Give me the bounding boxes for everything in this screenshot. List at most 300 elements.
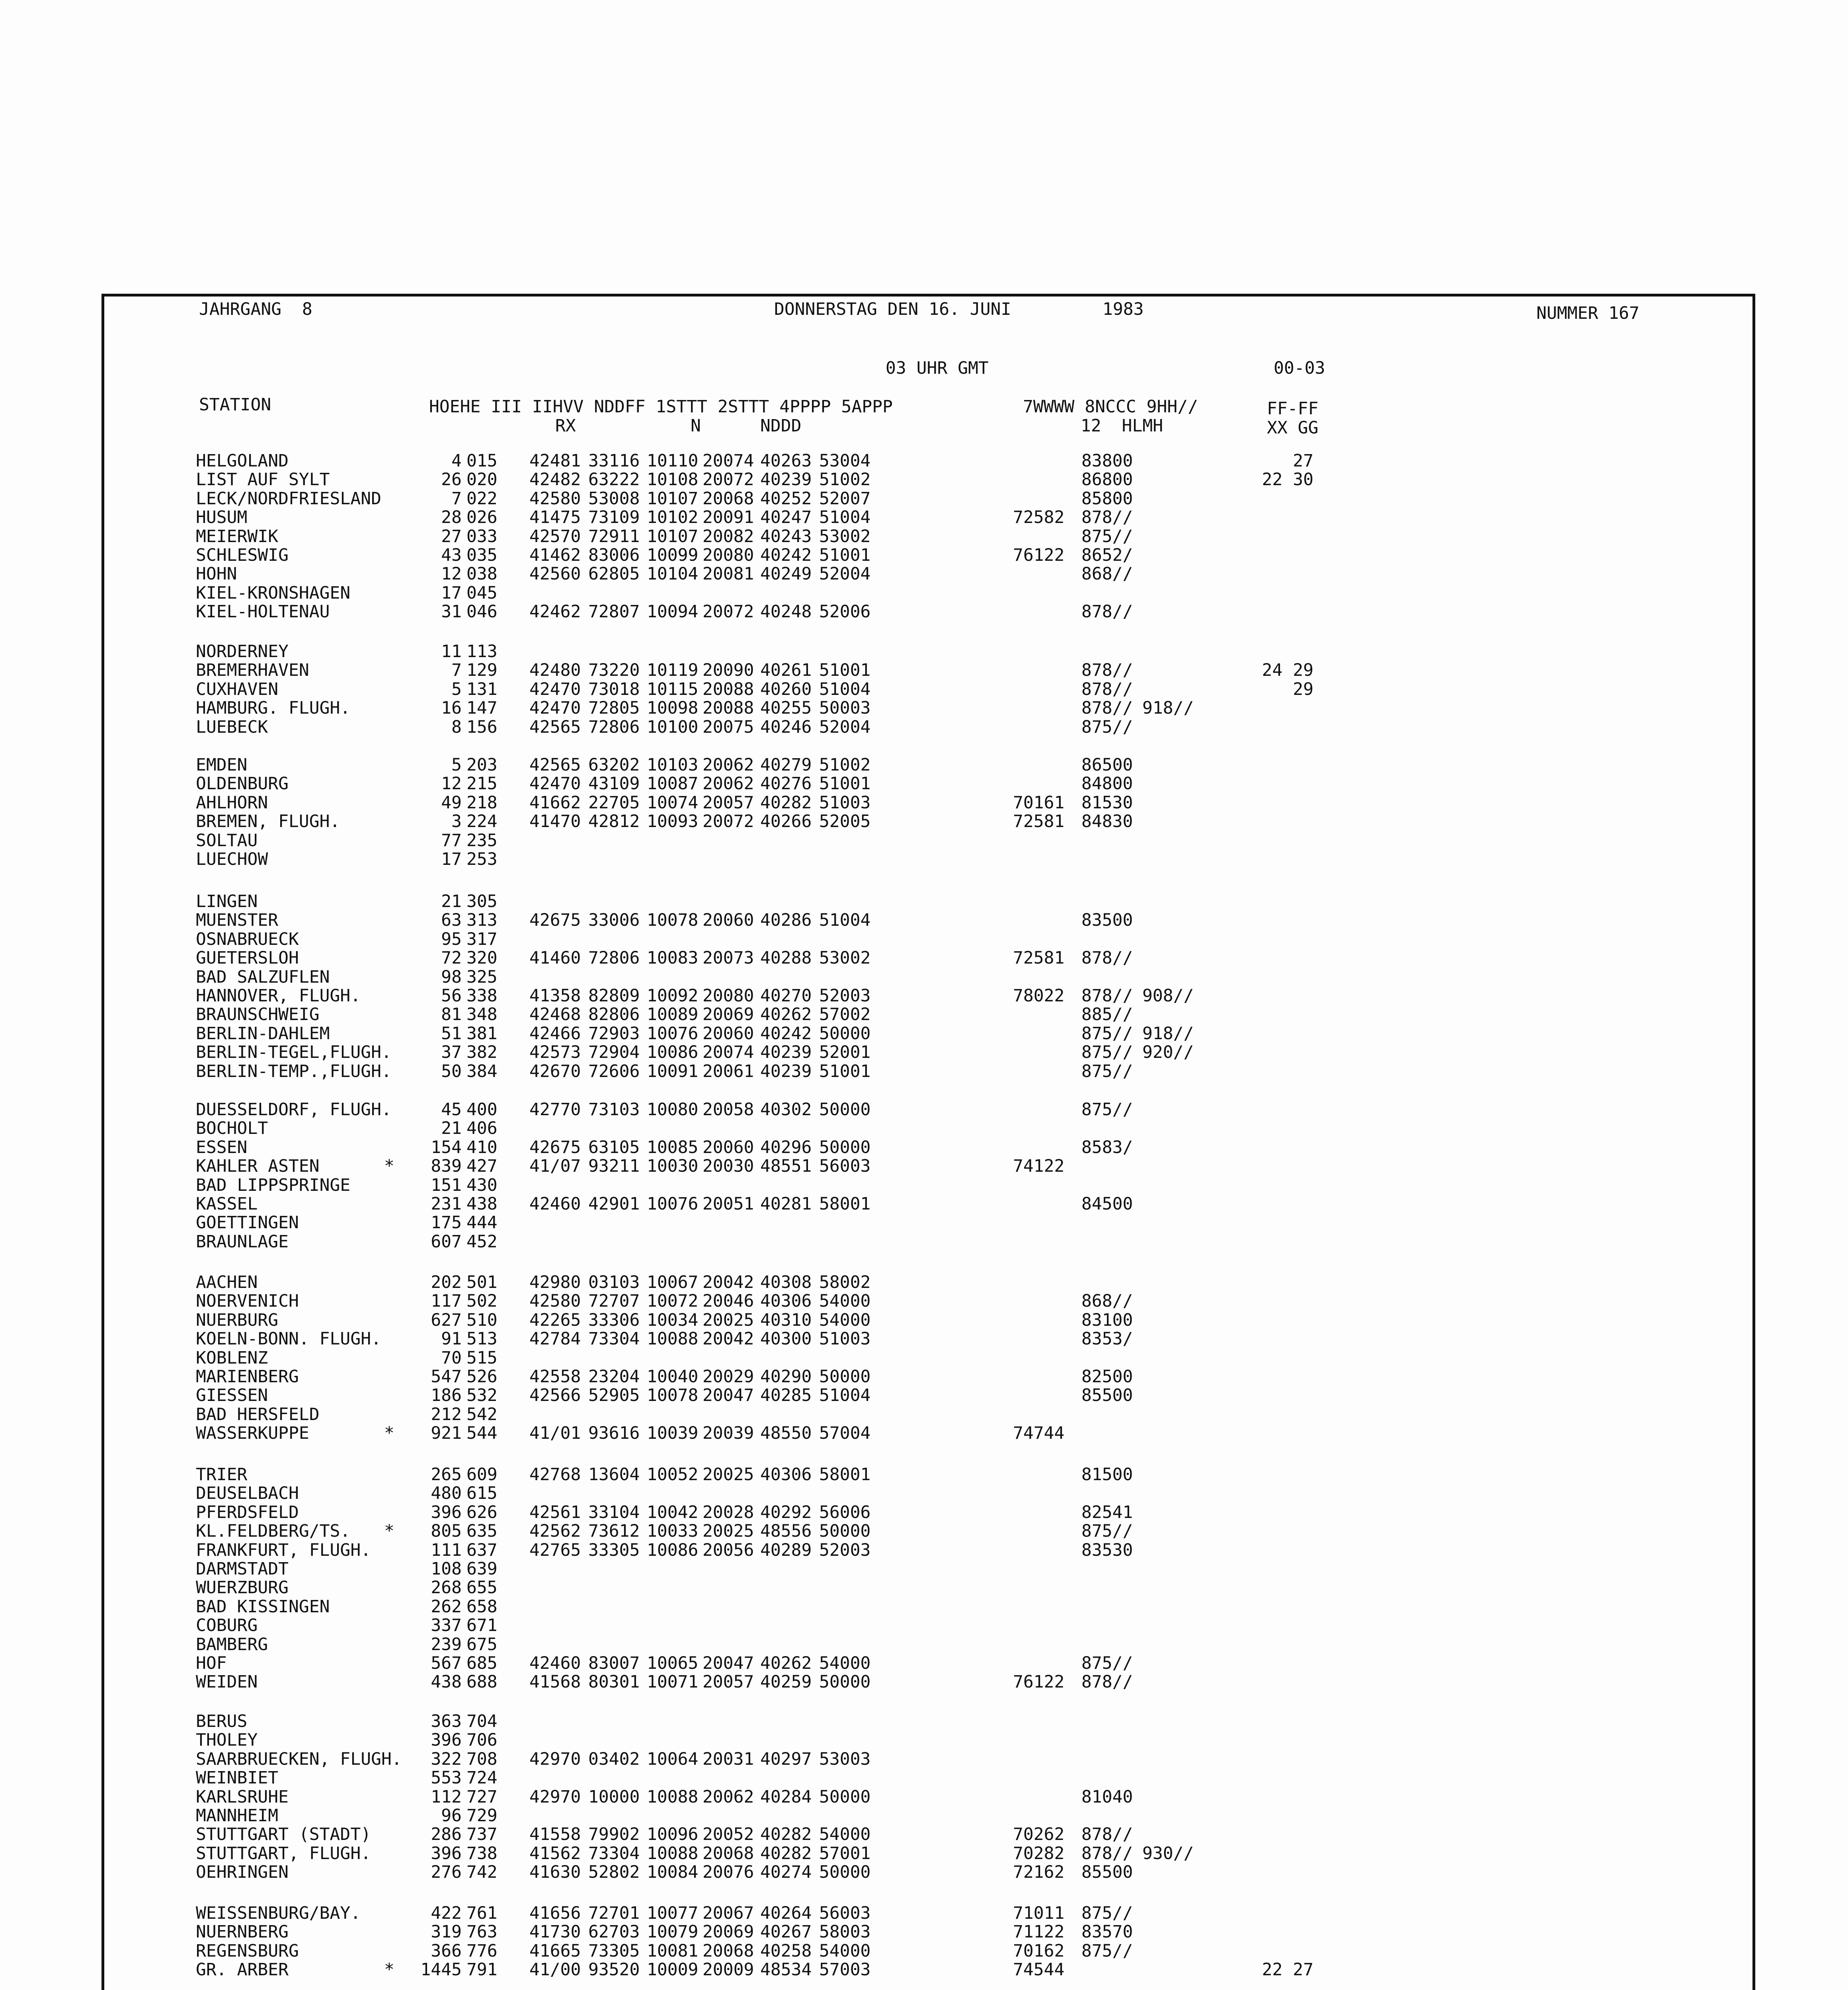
mountain-marker: * bbox=[384, 1156, 394, 1176]
code-group: 42812 bbox=[588, 812, 640, 832]
cloud-group: 878// bbox=[1081, 507, 1133, 528]
code-group: 57002 bbox=[819, 1005, 871, 1025]
station-index: 609 bbox=[466, 1465, 498, 1485]
station-height: 5 bbox=[451, 755, 462, 775]
weather-group: 74744 bbox=[1013, 1423, 1065, 1444]
code-group: 54000 bbox=[819, 1653, 871, 1673]
cloud-group: 875// bbox=[1081, 1100, 1133, 1120]
code-group: 82806 bbox=[588, 1005, 640, 1025]
code-group: 43109 bbox=[588, 774, 640, 794]
code-group: 03402 bbox=[588, 1749, 640, 1769]
station-height: 17 bbox=[441, 583, 462, 603]
code-group: 42480 bbox=[529, 660, 581, 681]
code-group: 40242 bbox=[760, 1023, 812, 1044]
code-group: 41460 bbox=[529, 948, 581, 968]
station-index: 776 bbox=[466, 1941, 498, 1961]
station-height: 95 bbox=[441, 929, 462, 949]
code-group: 10067 bbox=[647, 1272, 699, 1292]
code-group: 52004 bbox=[819, 717, 871, 737]
code-group: 40300 bbox=[760, 1329, 812, 1349]
station-name: STUTTGART, FLUGH. bbox=[196, 1843, 371, 1863]
code-group: 40302 bbox=[760, 1100, 812, 1120]
station-height: 363 bbox=[431, 1711, 462, 1731]
station-index: 671 bbox=[466, 1615, 498, 1636]
code-group: 42570 bbox=[529, 526, 581, 546]
weather-group: 74544 bbox=[1013, 1960, 1065, 1980]
station-height: 422 bbox=[431, 1903, 462, 1923]
cloud-group: 82500 bbox=[1081, 1367, 1133, 1387]
code-group: 42561 bbox=[529, 1502, 581, 1522]
table-row bbox=[0, 1367, 1848, 1386]
table-row bbox=[0, 1787, 1848, 1806]
cloud-group: 878// bbox=[1081, 679, 1133, 699]
station-height: 276 bbox=[431, 1862, 462, 1883]
column-header-codes: HOEHE III IIHVV NDDFF 1STTT 2STTT 4PPPP 5APPP bbox=[429, 397, 893, 417]
code-group: 52802 bbox=[588, 1862, 640, 1883]
code-group: 56003 bbox=[819, 1156, 871, 1176]
code-group: 40239 bbox=[760, 1042, 812, 1063]
cloud-group: 878// bbox=[1081, 948, 1133, 968]
cloud-group: 885// bbox=[1081, 1005, 1133, 1025]
table-row bbox=[0, 1768, 1848, 1787]
code-group: 72806 bbox=[588, 717, 640, 737]
weather-group: 72162 bbox=[1013, 1862, 1065, 1883]
station-height: 607 bbox=[431, 1231, 462, 1252]
code-group: 41/00 bbox=[529, 1960, 581, 1980]
table-row bbox=[0, 1578, 1848, 1597]
station-name: NORDERNEY bbox=[196, 642, 289, 661]
station-index: 685 bbox=[466, 1653, 498, 1673]
station-index: 724 bbox=[466, 1768, 498, 1788]
station-height: 27 bbox=[441, 526, 462, 546]
cloud-group: 875// bbox=[1081, 1903, 1133, 1923]
code-group: 40255 bbox=[760, 698, 812, 718]
table-row bbox=[0, 698, 1848, 717]
station-index: 688 bbox=[466, 1672, 498, 1692]
code-group: 10040 bbox=[647, 1367, 699, 1387]
code-group: 10077 bbox=[647, 1903, 699, 1923]
code-group: 10107 bbox=[647, 488, 699, 509]
column-subheader-xxgg: XX GG bbox=[1267, 418, 1319, 438]
table-row bbox=[0, 1540, 1848, 1559]
code-group: 40239 bbox=[760, 470, 812, 490]
mountain-marker: * bbox=[384, 1423, 394, 1444]
extra-group: 908// bbox=[1142, 986, 1194, 1006]
station-index: 791 bbox=[466, 1960, 498, 1980]
code-group: 42980 bbox=[529, 1272, 581, 1292]
station-name: STUTTGART (STADT) bbox=[196, 1824, 371, 1845]
code-group: 93211 bbox=[588, 1156, 640, 1176]
code-group: 10033 bbox=[647, 1521, 699, 1541]
code-group: 54000 bbox=[819, 1291, 871, 1311]
code-group: 20069 bbox=[703, 1922, 754, 1942]
code-group: 42784 bbox=[529, 1329, 581, 1349]
code-group: 83006 bbox=[588, 545, 640, 565]
weather-group: 71122 bbox=[1013, 1922, 1065, 1942]
code-group: 10108 bbox=[647, 470, 699, 490]
code-group: 73103 bbox=[588, 1100, 640, 1120]
code-group: 20039 bbox=[703, 1423, 754, 1444]
table-row bbox=[0, 1597, 1848, 1616]
code-group: 52006 bbox=[819, 602, 871, 622]
table-row bbox=[0, 1903, 1848, 1922]
station-height: 16 bbox=[441, 698, 462, 718]
code-group: 20056 bbox=[703, 1540, 754, 1560]
station-name: GOETTINGEN bbox=[196, 1213, 299, 1233]
station-name: LINGEN bbox=[196, 892, 258, 911]
code-group: 41470 bbox=[529, 812, 581, 832]
station-height: 12 bbox=[441, 774, 462, 794]
station-height: 8 bbox=[451, 717, 462, 737]
station-index: 020 bbox=[466, 470, 498, 490]
station-name: MEIERWIK bbox=[196, 526, 279, 546]
station-index: 532 bbox=[466, 1385, 498, 1406]
code-group: 72805 bbox=[588, 698, 640, 718]
table-row bbox=[0, 793, 1848, 812]
station-height: 547 bbox=[431, 1367, 462, 1387]
table-row bbox=[0, 1194, 1848, 1213]
table-row bbox=[0, 1272, 1848, 1292]
weather-group: 70161 bbox=[1013, 792, 1065, 813]
station-name: COBURG bbox=[196, 1615, 258, 1636]
code-group: 51003 bbox=[819, 1329, 871, 1349]
station-name: BOCHOLT bbox=[196, 1118, 268, 1139]
station-name: HANNOVER, FLUGH. bbox=[196, 986, 361, 1006]
cloud-group: 875// bbox=[1081, 1941, 1133, 1961]
station-name: WEISSENBURG/BAY. bbox=[196, 1903, 361, 1923]
code-group: 40282 bbox=[760, 1824, 812, 1845]
code-group: 20072 bbox=[703, 470, 754, 490]
code-group: 52001 bbox=[819, 1042, 871, 1063]
table-row bbox=[0, 660, 1848, 679]
code-group: 42901 bbox=[588, 1194, 640, 1214]
code-group: 57004 bbox=[819, 1423, 871, 1444]
code-group: 40296 bbox=[760, 1137, 812, 1157]
table-row bbox=[0, 1711, 1848, 1731]
code-group: 42560 bbox=[529, 564, 581, 584]
station-index: 320 bbox=[466, 948, 498, 968]
code-group: 10081 bbox=[647, 1941, 699, 1961]
code-group: 10064 bbox=[647, 1749, 699, 1769]
code-group: 42765 bbox=[529, 1540, 581, 1560]
code-group: 13604 bbox=[588, 1465, 640, 1485]
column-subheader-rx: RX bbox=[555, 416, 576, 436]
table-row bbox=[0, 948, 1848, 967]
code-group: 42482 bbox=[529, 470, 581, 490]
code-group: 20074 bbox=[703, 1042, 754, 1063]
cloud-group: 8353/ bbox=[1081, 1329, 1133, 1349]
station-index: 253 bbox=[466, 849, 498, 869]
table-row bbox=[0, 1844, 1848, 1863]
station-index: 675 bbox=[466, 1634, 498, 1654]
code-group: 10088 bbox=[647, 1843, 699, 1863]
station-index: 727 bbox=[466, 1787, 498, 1807]
code-group: 48556 bbox=[760, 1521, 812, 1541]
station-name: BERUS bbox=[196, 1711, 248, 1731]
station-height: 17 bbox=[441, 849, 462, 869]
extra-group: 918// bbox=[1142, 698, 1194, 718]
code-group: 58001 bbox=[819, 1194, 871, 1214]
station-index: 706 bbox=[466, 1730, 498, 1750]
code-group: 51001 bbox=[819, 660, 871, 681]
weather-group: 76122 bbox=[1013, 1672, 1065, 1692]
weather-group: 72582 bbox=[1013, 507, 1065, 528]
extra-group: 920// bbox=[1142, 1042, 1194, 1063]
table-row bbox=[0, 1118, 1848, 1137]
station-name: NUERNBERG bbox=[196, 1922, 289, 1942]
code-group: 10076 bbox=[647, 1194, 699, 1214]
station-name: KIEL-HOLTENAU bbox=[196, 602, 330, 622]
code-group: 72904 bbox=[588, 1042, 640, 1063]
code-group: 51001 bbox=[819, 545, 871, 565]
code-group: 40261 bbox=[760, 660, 812, 681]
code-group: 40276 bbox=[760, 774, 812, 794]
code-group: 10093 bbox=[647, 812, 699, 832]
code-group: 93520 bbox=[588, 1960, 640, 1980]
code-group: 20062 bbox=[703, 1787, 754, 1807]
cloud-group: 83570 bbox=[1081, 1922, 1133, 1942]
code-group: 51002 bbox=[819, 755, 871, 775]
code-group: 41665 bbox=[529, 1941, 581, 1961]
table-row bbox=[0, 1175, 1848, 1194]
code-group: 20073 bbox=[703, 948, 754, 968]
code-group: 20052 bbox=[703, 1824, 754, 1845]
table-row bbox=[0, 1232, 1848, 1251]
code-group: 42481 bbox=[529, 451, 581, 471]
station-name: BAD SALZUFLEN bbox=[196, 967, 330, 987]
code-group: 72806 bbox=[588, 948, 640, 968]
code-group: 10086 bbox=[647, 1540, 699, 1560]
cloud-group: 81530 bbox=[1081, 792, 1133, 813]
station-index: 763 bbox=[466, 1922, 498, 1942]
code-group: 42460 bbox=[529, 1653, 581, 1673]
code-group: 20068 bbox=[703, 1941, 754, 1961]
issue-number: NUMMER 167 bbox=[1536, 303, 1639, 323]
table-row bbox=[0, 1100, 1848, 1119]
table-row bbox=[0, 1385, 1848, 1405]
table-row bbox=[0, 1730, 1848, 1749]
date: DONNERSTAG DEN 16. JUNI bbox=[774, 299, 1011, 319]
station-height: 72 bbox=[441, 948, 462, 968]
table-row bbox=[0, 1137, 1848, 1157]
station-index: 317 bbox=[466, 929, 498, 949]
cloud-group: 86800 bbox=[1081, 470, 1133, 490]
code-group: 42470 bbox=[529, 774, 581, 794]
code-group: 20082 bbox=[703, 526, 754, 546]
station-index: 502 bbox=[466, 1291, 498, 1311]
table-row bbox=[0, 910, 1848, 929]
code-group: 20068 bbox=[703, 488, 754, 509]
code-group: 20060 bbox=[703, 1023, 754, 1044]
code-group: 33116 bbox=[588, 451, 640, 471]
code-group: 42675 bbox=[529, 910, 581, 931]
station-name: KAHLER ASTEN bbox=[196, 1156, 320, 1176]
station-height: 26 bbox=[441, 470, 462, 490]
station-height: 81 bbox=[441, 1005, 462, 1025]
station-name: OSNABRUECK bbox=[196, 929, 299, 949]
station-height: 49 bbox=[441, 792, 462, 813]
station-height: 77 bbox=[441, 830, 462, 851]
station-name: ESSEN bbox=[196, 1137, 248, 1157]
code-group: 79902 bbox=[588, 1824, 640, 1845]
station-height: 96 bbox=[441, 1806, 462, 1826]
station-name: BRAUNLAGE bbox=[196, 1231, 289, 1252]
table-row bbox=[0, 1922, 1848, 1941]
station-index: 313 bbox=[466, 910, 498, 931]
code-group: 40288 bbox=[760, 948, 812, 968]
code-group: 62703 bbox=[588, 1922, 640, 1942]
table-row bbox=[0, 470, 1848, 489]
code-group: 20046 bbox=[703, 1291, 754, 1311]
station-index: 410 bbox=[466, 1137, 498, 1157]
station-index: 510 bbox=[466, 1310, 498, 1330]
code-group: 10042 bbox=[647, 1502, 699, 1522]
station-height: 553 bbox=[431, 1768, 462, 1788]
cloud-group: 875// bbox=[1081, 1061, 1133, 1081]
station-height: 805 bbox=[431, 1521, 462, 1541]
station-index: 501 bbox=[466, 1272, 498, 1292]
code-group: 40248 bbox=[760, 602, 812, 622]
table-row bbox=[0, 1941, 1848, 1960]
station-height: 31 bbox=[441, 602, 462, 622]
weather-group: 71011 bbox=[1013, 1903, 1065, 1923]
code-group: 50000 bbox=[819, 1787, 871, 1807]
station-index: 035 bbox=[466, 545, 498, 565]
weather-group: 72581 bbox=[1013, 812, 1065, 832]
station-index: 033 bbox=[466, 526, 498, 546]
station-index: 742 bbox=[466, 1862, 498, 1883]
code-group: 54000 bbox=[819, 1310, 871, 1330]
station-name: KIEL-KRONSHAGEN bbox=[196, 583, 351, 603]
station-height: 202 bbox=[431, 1272, 462, 1292]
station-index: 513 bbox=[466, 1329, 498, 1349]
code-group: 52003 bbox=[819, 986, 871, 1006]
station-height: 186 bbox=[431, 1385, 462, 1406]
code-group: 40263 bbox=[760, 451, 812, 471]
code-group: 73220 bbox=[588, 660, 640, 681]
code-group: 20047 bbox=[703, 1385, 754, 1406]
code-group: 20031 bbox=[703, 1749, 754, 1769]
code-group: 10098 bbox=[647, 698, 699, 718]
code-group: 10115 bbox=[647, 679, 699, 699]
code-group: 73304 bbox=[588, 1843, 640, 1863]
station-name: OLDENBURG bbox=[196, 774, 289, 794]
code-group: 50003 bbox=[819, 698, 871, 718]
station-height: 91 bbox=[441, 1329, 462, 1349]
table-row bbox=[0, 642, 1848, 661]
table-row bbox=[0, 812, 1848, 831]
station-index: 427 bbox=[466, 1156, 498, 1176]
cloud-group: 83800 bbox=[1081, 451, 1133, 471]
code-group: 40297 bbox=[760, 1749, 812, 1769]
column-subheader-hlmh: 12 HLMH bbox=[1081, 416, 1163, 436]
cloud-group: 878// bbox=[1081, 660, 1133, 681]
cloud-group: 84830 bbox=[1081, 812, 1133, 832]
station-index: 452 bbox=[466, 1231, 498, 1252]
table-row bbox=[0, 602, 1848, 621]
table-row bbox=[0, 1749, 1848, 1768]
code-group: 57003 bbox=[819, 1960, 871, 1980]
code-group: 10119 bbox=[647, 660, 699, 681]
table-row bbox=[0, 986, 1848, 1005]
table-row bbox=[0, 1024, 1848, 1043]
station-name: BAD KISSINGEN bbox=[196, 1596, 330, 1617]
table-row bbox=[0, 1615, 1848, 1635]
station-name: FRANKFURT, FLUGH. bbox=[196, 1540, 371, 1560]
code-group: 51004 bbox=[819, 910, 871, 931]
code-group: 20076 bbox=[703, 1862, 754, 1883]
code-group: 40262 bbox=[760, 1653, 812, 1673]
station-index: 348 bbox=[466, 1005, 498, 1025]
period-label: 00-03 bbox=[1274, 358, 1325, 378]
code-group: 20057 bbox=[703, 792, 754, 813]
code-group: 73612 bbox=[588, 1521, 640, 1541]
table-row bbox=[0, 1061, 1848, 1081]
code-group: 73305 bbox=[588, 1941, 640, 1961]
code-group: 50000 bbox=[819, 1862, 871, 1883]
station-index: 430 bbox=[466, 1175, 498, 1195]
station-name: WEINBIET bbox=[196, 1768, 279, 1788]
table-row bbox=[0, 583, 1848, 602]
station-index: 515 bbox=[466, 1348, 498, 1368]
code-group: 40252 bbox=[760, 488, 812, 509]
code-group: 20080 bbox=[703, 545, 754, 565]
code-group: 03103 bbox=[588, 1272, 640, 1292]
code-group: 40308 bbox=[760, 1272, 812, 1292]
station-height: 396 bbox=[431, 1730, 462, 1750]
code-group: 10083 bbox=[647, 948, 699, 968]
station-height: 480 bbox=[431, 1483, 462, 1504]
station-name: GIESSEN bbox=[196, 1385, 268, 1406]
table-row bbox=[0, 755, 1848, 774]
code-group: 40292 bbox=[760, 1502, 812, 1522]
station-height: 154 bbox=[431, 1137, 462, 1157]
code-group: 20060 bbox=[703, 910, 754, 931]
code-group: 42970 bbox=[529, 1787, 581, 1807]
code-group: 40260 bbox=[760, 679, 812, 699]
code-group: 93616 bbox=[588, 1423, 640, 1444]
column-subheader-n: N bbox=[691, 416, 701, 436]
code-group: 20061 bbox=[703, 1061, 754, 1081]
cloud-group: 878// bbox=[1081, 698, 1133, 718]
cloud-group: 85800 bbox=[1081, 488, 1133, 509]
code-group: 40285 bbox=[760, 1385, 812, 1406]
wind-gust: 24 29 bbox=[1262, 660, 1313, 681]
code-group: 10079 bbox=[647, 1922, 699, 1942]
code-group: 40264 bbox=[760, 1903, 812, 1923]
code-group: 51001 bbox=[819, 1061, 871, 1081]
code-group: 53002 bbox=[819, 526, 871, 546]
station-index: 615 bbox=[466, 1483, 498, 1504]
station-index: 215 bbox=[466, 774, 498, 794]
wind-gust: 22 30 bbox=[1262, 470, 1313, 490]
station-height: 12 bbox=[441, 564, 462, 584]
station-name: HOF bbox=[196, 1653, 227, 1673]
station-name: CUXHAVEN bbox=[196, 679, 279, 699]
code-group: 40259 bbox=[760, 1672, 812, 1692]
cloud-group: 81500 bbox=[1081, 1465, 1133, 1485]
station-name: WEIDEN bbox=[196, 1672, 258, 1692]
weather-group: 78022 bbox=[1013, 986, 1065, 1006]
code-group: 41558 bbox=[529, 1824, 581, 1845]
station-name: AHLHORN bbox=[196, 792, 268, 813]
cloud-group: 84500 bbox=[1081, 1194, 1133, 1214]
code-group: 20025 bbox=[703, 1465, 754, 1485]
code-group: 42580 bbox=[529, 488, 581, 509]
code-group: 53008 bbox=[588, 488, 640, 509]
code-group: 20060 bbox=[703, 1137, 754, 1157]
table-row bbox=[0, 545, 1848, 564]
